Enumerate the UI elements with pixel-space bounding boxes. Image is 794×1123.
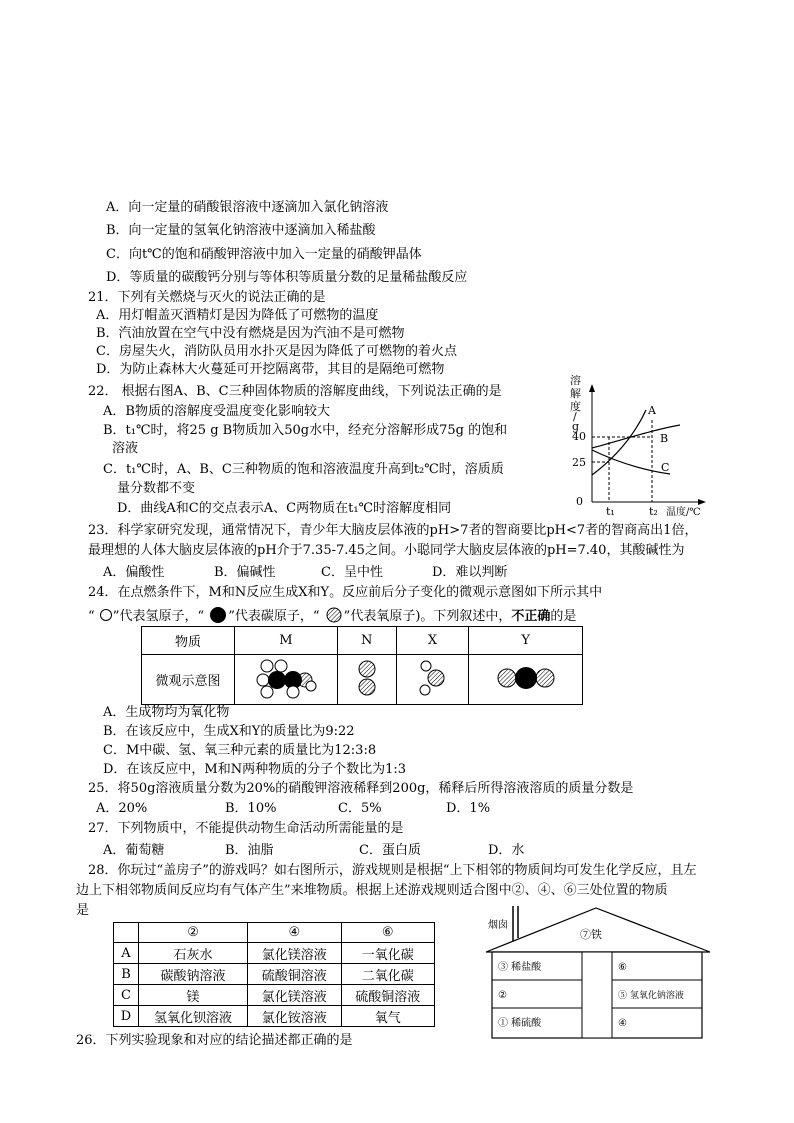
molecule-m-icon bbox=[255, 656, 317, 700]
q21-option-a: A．用灯帽盖灭酒精灯是因为降低了可燃物的温度 bbox=[96, 308, 379, 323]
q24-legend bbox=[88, 606, 576, 626]
house-left-2: ② bbox=[498, 990, 507, 1001]
q28-row-b bbox=[114, 964, 435, 985]
q27-option-d: D．水 bbox=[488, 843, 525, 858]
q28-line3: 是 bbox=[76, 903, 90, 918]
q23-option-b: B．偏碱性 bbox=[214, 565, 276, 580]
q28-line1: 28．你玩过“盖房子”的游戏吗？如右图所示，游戏规则是根据“上下相邻的物质间均可发生化学反应，且左 bbox=[88, 863, 697, 878]
ytick-25: 25 bbox=[572, 456, 586, 469]
q28-header-2: ② bbox=[139, 923, 248, 943]
curve-label-a: A bbox=[648, 404, 656, 417]
q28-row-b-col4: 硫酸铜溶液 bbox=[248, 964, 341, 985]
q28-row-c-col6: 硫酸铜溶液 bbox=[341, 985, 434, 1006]
house-door bbox=[582, 952, 612, 1038]
q28-row-d bbox=[114, 1006, 435, 1027]
curve-label-b: B bbox=[660, 432, 669, 445]
q22-option-d: D．曲线A和C的交点表示A、C两物质在t₁℃时溶解度相同 bbox=[117, 501, 452, 516]
molecule-y-icon bbox=[491, 656, 561, 700]
q27-stem: 27．下列物质中，不能提供动物生命活动所需能量的是 bbox=[88, 821, 404, 836]
q28-row-d-col2: 氢氧化钡溶液 bbox=[139, 1006, 248, 1027]
q24-table-header-row bbox=[142, 627, 583, 655]
q25-option-b: B．10% bbox=[225, 801, 277, 816]
q23-line1: 23．科学家研究发现，通常情况下，青少年大脑皮层体液的pH>7者的智商要比pH<7者的智商高出1倍， bbox=[88, 523, 698, 538]
q23-option-a: A．偏酸性 bbox=[103, 565, 165, 580]
q28-row-c-col4: 氯化镁溶液 bbox=[248, 985, 341, 1006]
q24-legend-part-4: ”代表氧原子)。下列叙述中， bbox=[343, 609, 512, 624]
q28-row-d-col4: 氯化铵溶液 bbox=[248, 1006, 341, 1027]
house-right-6: ⑥ bbox=[618, 962, 627, 973]
q28-row-b-col6: 二氧化碳 bbox=[341, 964, 434, 985]
q25-option-c: C．5% bbox=[338, 801, 382, 816]
molecule-x bbox=[396, 655, 469, 705]
ytick-40: 40 bbox=[572, 430, 586, 443]
q24-legend-part-2: ”代表氢原子，“ bbox=[112, 609, 205, 624]
q24-option-b: B．在该反应中，生成X和Y的质量比为9:22 bbox=[103, 724, 355, 739]
q28-table-header-row bbox=[114, 923, 435, 943]
q22-option-c-cont: 量分数都不变 bbox=[117, 481, 196, 496]
q28-row-a bbox=[114, 943, 435, 964]
molecule-y bbox=[469, 655, 583, 705]
house-left-1: ① 稀硫酸 bbox=[498, 1018, 542, 1029]
q21-stem: 21．下列有关燃烧与灭火的说法正确的是 bbox=[88, 290, 326, 305]
roof-label: ⑦铁 bbox=[580, 928, 602, 941]
q28-row-c bbox=[114, 985, 435, 1006]
q28-row-c-col2: 镁 bbox=[139, 985, 248, 1006]
q28-row-a-col6: 一氧化碳 bbox=[341, 943, 434, 964]
q20-option-b: B．向一定量的氢氧化钠溶液中逐滴加入稀盐酸 bbox=[106, 223, 376, 238]
q26-stem: 26．下列实验现象和对应的结论描述都正确的是 bbox=[76, 1033, 353, 1048]
q20-option-c: C．向t℃的饱和硝酸钾溶液中加入一定量的硝酸钾晶体 bbox=[106, 247, 422, 262]
q28-header-4: ④ bbox=[248, 923, 341, 943]
q24-header-n: N bbox=[337, 627, 396, 655]
xtick-t1: t₁ bbox=[606, 505, 615, 518]
ytick-0: 0 bbox=[576, 495, 583, 508]
house-right-4: ④ bbox=[618, 1018, 627, 1029]
q25-option-a: A．20% bbox=[96, 801, 148, 816]
q24-option-a: A．生成物均为氧化物 bbox=[103, 705, 230, 720]
curve-a bbox=[592, 410, 646, 475]
q24-option-c: C．M中碳、氢、氧三种元素的质量比为12:3:8 bbox=[103, 743, 377, 758]
q22-option-b-cont: 溶液 bbox=[112, 441, 139, 456]
q28-row-d-col6: 氧气 bbox=[341, 1006, 434, 1027]
q28-row-a-col4: 氯化镁溶液 bbox=[248, 943, 341, 964]
q27-option-b: B．油脂 bbox=[225, 843, 274, 858]
q22-stem: 22． 根据右图A、B、C三种固体物质的溶解度曲线，下列说法正确的是 bbox=[88, 384, 502, 399]
q28-row-b-label: B bbox=[114, 964, 139, 985]
q21-option-d: D．为防止森林大火蔓延可开挖隔离带，其目的是隔绝可燃物 bbox=[96, 362, 445, 377]
q20-option-d: D．等质量的碳酸钙分别与等体积等质量分数的足量稀盐酸反应 bbox=[106, 270, 468, 285]
q28-row-b-col2: 碳酸钠溶液 bbox=[139, 964, 248, 985]
ylabel-char-1: 溶 bbox=[570, 374, 581, 387]
q28-row-a-label: A bbox=[114, 943, 139, 964]
q28-row-a-col2: 石灰水 bbox=[139, 943, 248, 964]
house-right-5: ⑤ 氢氧化钠溶液 bbox=[618, 991, 684, 1001]
ylabel-char-4: / bbox=[573, 410, 577, 423]
q23-line2: 最理想的人体大脑皮层体液的pH介于7.35-7.45之间。小聪同学大脑皮层体液的pH=7.40，其酸碱性为 bbox=[88, 543, 685, 558]
q24-header-m: M bbox=[235, 627, 338, 655]
q28-line2: 边上下相邻物质间反应均有气体产生”来堆物质。根据上述游戏规则适合图中②、④、⑥三处位置的物质 bbox=[76, 883, 668, 898]
q20-option-a: A．向一定量的硝酸银溶液中逐滴加入氯化钠溶液 bbox=[106, 200, 389, 215]
q22-option-a: A．B物质的溶解度受温度变化影响较大 bbox=[103, 404, 330, 419]
q24-header-y: Y bbox=[469, 627, 583, 655]
q21-option-c: C．房屋失火，消防队员用水扑灭是因为降低了可燃物的着火点 bbox=[96, 344, 457, 359]
q24-legend-part-1: “ bbox=[88, 609, 95, 624]
q25-option-d: D．1% bbox=[446, 801, 491, 816]
molecule-n-icon bbox=[352, 656, 382, 700]
q24-header-substance: 物质 bbox=[142, 627, 235, 655]
q28-row-c-label: C bbox=[114, 985, 139, 1006]
curve-label-c: C bbox=[661, 461, 670, 474]
hydrogen-atom-icon bbox=[99, 608, 113, 622]
ylabel-char-2: 解 bbox=[570, 387, 581, 400]
ylabel-char-3: 度 bbox=[570, 400, 581, 413]
xlabel: 温度/℃ bbox=[666, 507, 701, 518]
xtick-t2: t₂ bbox=[649, 505, 658, 518]
q28-header-6: ⑥ bbox=[341, 923, 434, 943]
q24-table-diagram-row bbox=[142, 655, 583, 705]
q27-option-c: C．蛋白质 bbox=[359, 843, 421, 858]
x-axis-arrow bbox=[698, 499, 706, 505]
q27-option-a: A．葡萄糖 bbox=[103, 843, 165, 858]
q28-row-d-label: D bbox=[114, 1006, 139, 1027]
house-diagram bbox=[478, 900, 718, 1042]
molecule-x-icon bbox=[412, 656, 452, 700]
q23-option-c: C．呈中性 bbox=[321, 565, 383, 580]
q24-line1: 24．在点燃条件下，M和N反应生成X和Y。反应前后分子变化的微观示意图如下所示其中 bbox=[88, 585, 603, 600]
q25-stem: 25．将50g溶液质量分数为20%的硝酸钾溶液稀释到200g，稀释后所得溶液溶质的质量分数是 bbox=[88, 781, 634, 796]
molecule-m bbox=[235, 655, 338, 705]
q28-header-blank bbox=[114, 923, 139, 943]
q24-row-label: 微观示意图 bbox=[142, 655, 235, 705]
molecule-n bbox=[337, 655, 396, 705]
q24-header-x: X bbox=[396, 627, 469, 655]
chimney-label: 烟囱 bbox=[488, 920, 508, 931]
q24-legend-part-3: ”代表碳原子，“ bbox=[228, 609, 320, 624]
solubility-chart bbox=[562, 370, 712, 518]
y-axis-arrow bbox=[589, 384, 595, 392]
q24-legend-part-6: 的是 bbox=[550, 609, 577, 624]
q24-legend-emphasis: 不正确 bbox=[511, 609, 551, 624]
q22-option-c: C．t₁℃时，A、B、C三种物质的饱和溶液温度升高到t₂℃时，溶质质 bbox=[103, 462, 504, 477]
q28-table bbox=[113, 922, 435, 1027]
carbon-atom-icon bbox=[208, 606, 228, 624]
q22-option-b: B．t₁℃时，将25 g B物质加入50g水中，经充分溶解形成75g 的饱和 bbox=[103, 423, 508, 438]
q24-option-d: D．在该反应中，M和N两种物质的分子个数比为1:3 bbox=[103, 762, 407, 777]
house-left-3: ③ 稀盐酸 bbox=[498, 962, 542, 973]
q21-option-b: B．汽油放置在空气中没有燃烧是因为汽油不是可燃物 bbox=[96, 326, 405, 341]
ylabel-char-5: g bbox=[572, 420, 580, 433]
oxygen-atom-icon bbox=[324, 606, 344, 624]
q23-option-d: D．难以判断 bbox=[432, 565, 508, 580]
q24-table bbox=[141, 626, 583, 705]
